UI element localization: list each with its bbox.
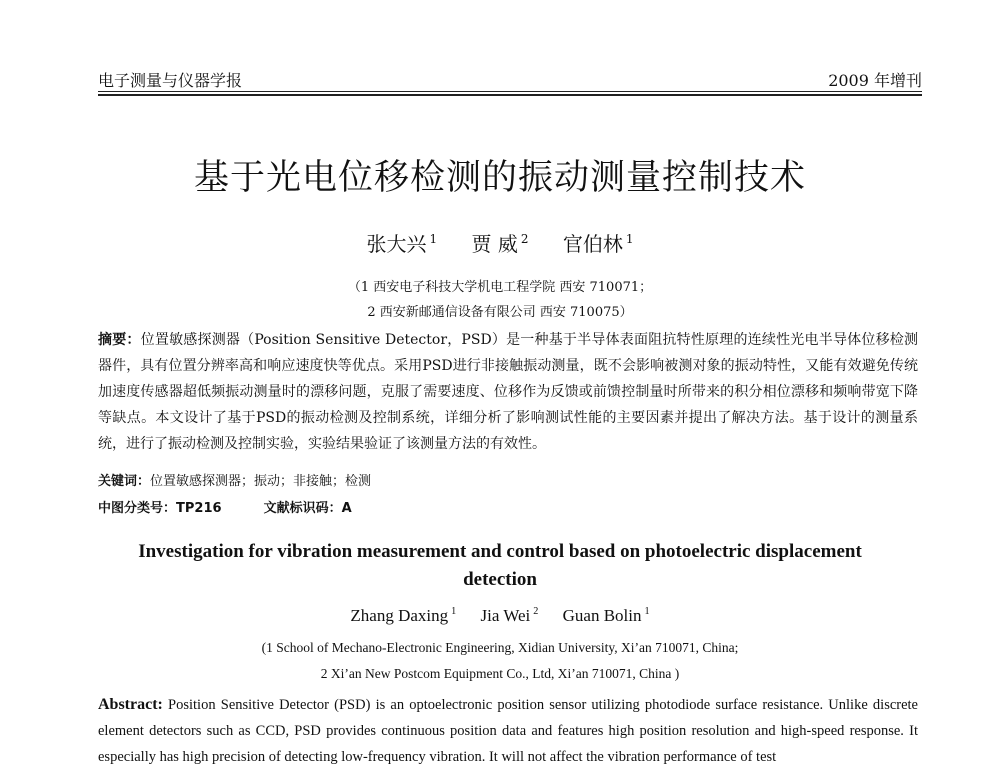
author-name: 张大兴 [366,232,427,256]
english-author-name: Zhang Daxing [350,606,449,625]
abstract-chinese [98,327,918,457]
english-author-affiliation-mark: 1 [644,606,650,618]
author [367,228,438,257]
header-rule-thick [98,94,922,96]
running-header [98,68,922,92]
keywords-text: 位置敏感探测器；振动；非接触；检测 [150,474,372,489]
english-author-list [0,606,1000,626]
english-title: Investigation for vibration measurement and control based on photoelectric displacement detection [138,541,862,590]
author-affiliation-mark: 2 [520,232,529,247]
english-author-name: Guan Bolin [562,606,642,625]
abstract-text: 位置敏感探测器（Position Sensitive Detector，PSD）是一种基于半导体表面阻抗特性原理的连续性光电半导体位移检测器件，具有位置分辨率高和响应速度快等优点。采用PSD进行非接触振动测量，既不会影响被测对象的振动特性，又能有效避免传统加速度传感器超低频振动测量时的漂移问题，克服了需要速度、位移作为反馈或前馈控制量时所带来的积分相位漂移和频响带宽下降等缺点。本文设计了基于PSD的振动检测及控制系统，详细分析了影响测试性能的主要因素并提出了解决方法。基于设计的测量系统，进行了振动检测及控制实验，实验结果验证了该测量方法的有效性。 [98,332,918,452]
english-abstract-text: Position Sensitive Detector (PSD) is an optoelectronic position sensor utilizing photodiode surface resistance. Unlike discrete element detectors such as CCD, PSD provides continuous position data and features high position resolution and high-speed response. It especially has high precision of detecting low-frequency vibration. It will not affect the vibration performance of test [98,697,918,765]
abstract-english [98,692,918,770]
author-name: 官伯林 [562,232,623,256]
paper-title: 基于光电位移检测的振动测量控制技术 [193,158,806,198]
english-author [350,606,456,626]
doc-code-value: A [341,501,352,516]
author-affiliation-mark: 1 [625,232,634,247]
author [563,228,634,257]
clc-value: TP216 [176,501,222,516]
english-abstract-label: Abstract: [98,696,163,713]
author-list [0,228,1000,257]
english-affiliation-line: (1 School of Mechano-Electronic Engineering, Xidian University, Xi’an 710071, China; [261,640,739,655]
english-affiliation-line: 2 Xi’an New Postcom Equipment Co., Ltd, Xi’an 710071, China ) [320,666,680,681]
english-author [563,606,650,626]
header-rule-thin [98,91,922,92]
keywords-label: 关键词： [98,474,151,489]
author [472,228,529,257]
affiliation-line: （1 西安电子科技大学机电工程学院 西安 710071； [347,280,653,295]
abstract-label: 摘要： [98,332,141,348]
affiliation-line: 2 西安新邮通信设备有限公司 西安 710075） [367,305,633,320]
english-author-name: Jia Wei [480,606,531,625]
keywords [98,470,918,489]
author-name: 贾 威 [471,232,518,256]
author-affiliation-mark: 1 [429,232,438,247]
english-author [481,606,539,626]
english-author-affiliation-mark: 1 [451,606,457,618]
journal-name: 电子测量与仪器学报 [98,71,243,90]
clc-label: 中图分类号： [98,501,177,516]
issue-label: 2009 年增刊 [828,71,922,90]
classification-line [98,497,918,516]
english-author-affiliation-mark: 2 [533,606,539,618]
doc-code-label: 文献标识码： [263,501,342,516]
